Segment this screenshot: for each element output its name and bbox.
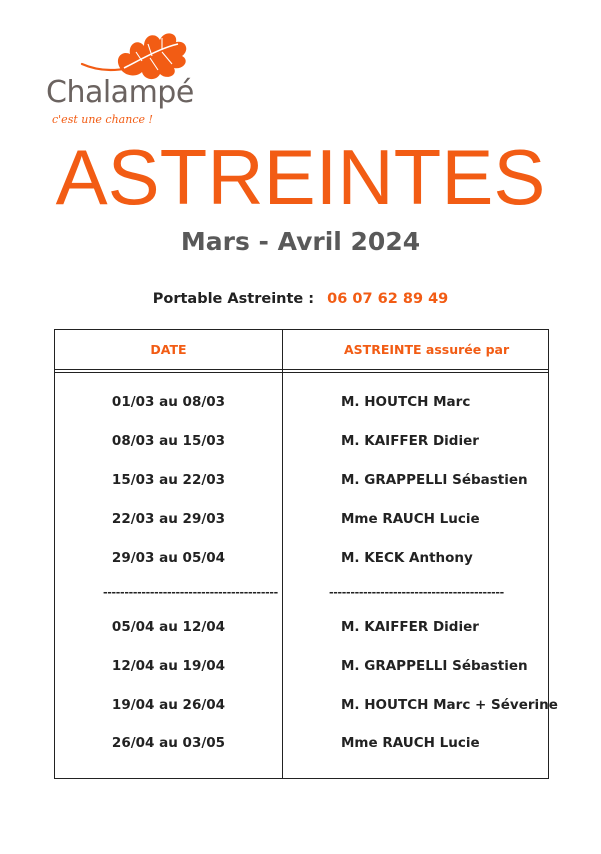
- column-header-date: DATE: [150, 342, 187, 357]
- row-person: M. HOUTCH Marc: [341, 394, 471, 410]
- table-row: [55, 509, 548, 529]
- column-header-person: ASTREINTE assurée par: [344, 342, 510, 357]
- row-date: 08/03 au 15/03: [111, 433, 226, 449]
- phone-label: Portable Astreinte :: [152, 291, 315, 307]
- table-row: [55, 733, 548, 753]
- row-person: M. HOUTCH Marc + Séverine: [341, 697, 558, 713]
- row-date: 26/04 au 03/05: [111, 735, 226, 751]
- table-row: [55, 695, 558, 715]
- row-person: Mme RAUCH Lucie: [341, 735, 480, 751]
- page-title: ASTREINTES: [55, 133, 546, 221]
- table-row: [55, 470, 548, 490]
- row-person: Mme RAUCH Lucie: [341, 511, 480, 527]
- row-date: 15/03 au 22/03: [111, 472, 226, 488]
- table-row: [55, 656, 548, 676]
- logo: [44, 28, 204, 128]
- row-date: 19/04 au 26/04: [111, 697, 226, 713]
- row-person: M. KAIFFER Didier: [341, 433, 479, 449]
- separator-person: -----------------------------------------: [329, 586, 504, 599]
- table-row: [55, 548, 548, 568]
- table-row: [55, 431, 548, 451]
- schedule-table: [54, 329, 558, 779]
- row-date: 12/04 au 19/04: [111, 658, 226, 674]
- header-divider: [55, 369, 548, 370]
- period-subtitle: Mars - Avril 2024: [180, 227, 421, 256]
- row-person: M. GRAPPELLI Sébastien: [341, 658, 528, 674]
- table-row: [55, 392, 548, 412]
- row-date: 01/03 au 08/03: [111, 394, 226, 410]
- row-date: 22/03 au 29/03: [111, 511, 226, 527]
- row-person: M. KAIFFER Didier: [341, 619, 479, 635]
- logo-name: Chalampé: [46, 75, 194, 110]
- phone-row: [0, 292, 601, 307]
- separator-date: -----------------------------------------: [103, 586, 278, 599]
- logo-tagline: c'est une chance !: [52, 113, 153, 126]
- row-date: 05/04 au 12/04: [111, 619, 226, 635]
- phone-number: 06 07 62 89 49: [327, 291, 449, 307]
- header-divider-double: [55, 372, 548, 373]
- row-person: M. KECK Anthony: [341, 550, 473, 566]
- row-date: 29/03 au 05/04: [111, 550, 226, 566]
- row-person: M. GRAPPELLI Sébastien: [341, 472, 528, 488]
- table-row: [55, 617, 548, 637]
